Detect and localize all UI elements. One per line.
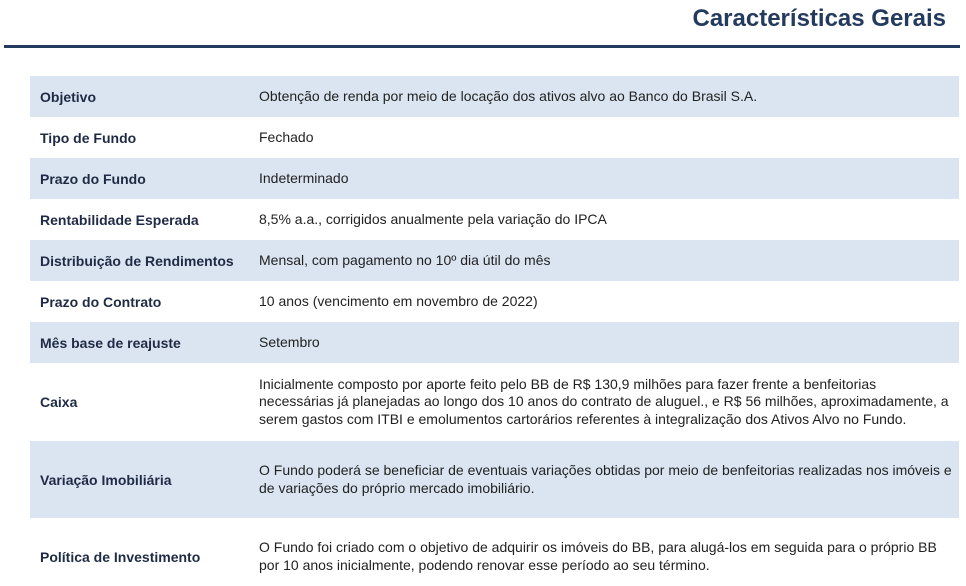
table-row-distribuicao-de-rendimentos [30,240,959,281]
characteristics-table [30,76,959,586]
row-value: Fechado [259,128,314,145]
row-value: O Fundo poderá se beneficiar de eventuais variações obtidas por meio de benfeitorias realizadas nos imóveis e de variações do próprio mercado imobiliário. [259,462,952,496]
row-label: Distribuição de Rendimentos [40,252,234,269]
table-row-caixa [30,363,959,441]
row-value: 8,5% a.a., corrigidos anualmente pela variação do IPCA [259,210,607,227]
title-divider [4,45,960,48]
row-value: Indeterminado [259,169,349,186]
row-label: Caixa [40,394,78,410]
row-value: Mensal, com pagamento no 10º dia útil do mês [259,251,551,268]
row-label: Política de Investimento [40,548,201,565]
row-value: Inicialmente composto por aporte feito pelo BB de R$ 130,9 milhões para fazer frente a benfeitorias necessárias já planejadas ao longo dos 10 anos do contrato de aluguel., e R$ 56 milhões, aproximadamente, a serem gastos com ITBI e emolumentos cartorários referentes à integralização dos Ativos Alvo no Fundo. [259,375,949,427]
row-value: Setembro [259,333,320,350]
table-row-mes-base-de-reajuste [30,322,959,363]
row-label: Prazo do Contrato [40,293,162,310]
row-value: Obtenção de renda por meio de locação dos ativos alvo ao Banco do Brasil S.A. [259,87,758,104]
table-row-politica-de-investimento [30,518,959,586]
row-label: Variação Imobiliária [40,471,172,488]
table-row-tipo-de-fundo [30,117,959,158]
row-value: 10 anos (vencimento em novembro de 2022) [259,292,538,309]
table-row-prazo-do-contrato [30,281,959,322]
row-value: O Fundo foi criado com o objetivo de adquirir os imóveis do BB, para alugá-los em seguida para o próprio BB por 10 anos inicialmente, podendo renovar esse período ao seu término. [259,539,937,573]
table-row-rentabilidade-esperada [30,199,959,240]
table-row-prazo-do-fundo [30,158,959,199]
header [0,0,966,50]
table-row-objetivo [30,76,959,117]
row-label: Tipo de Fundo [40,129,137,146]
page-title: Características Gerais [692,5,946,32]
table-row-variacao-imobiliaria [30,441,959,518]
row-label: Objetivo [40,88,97,105]
row-label: Rentabilidade Esperada [40,211,199,228]
row-label: Prazo do Fundo [40,170,146,187]
row-label: Mês base de reajuste [40,334,181,351]
